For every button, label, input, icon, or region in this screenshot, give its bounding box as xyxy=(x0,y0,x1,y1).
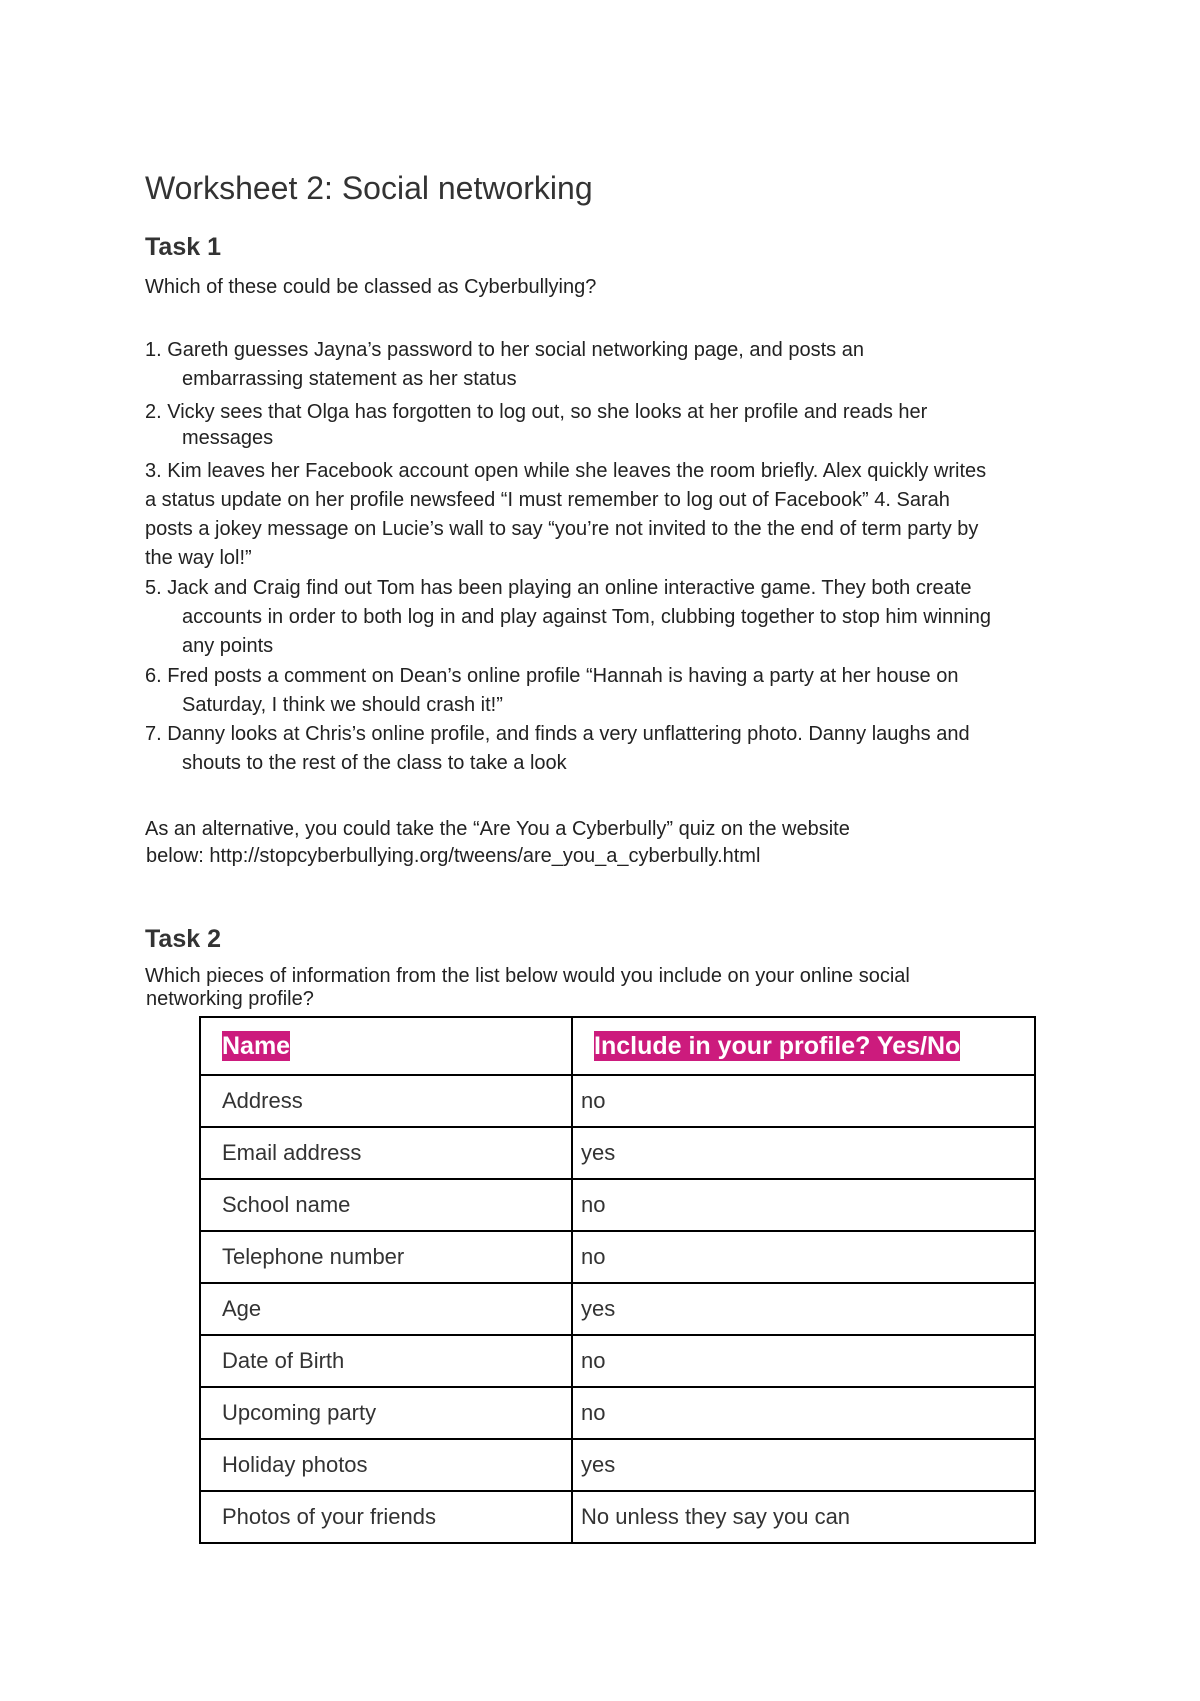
task1-question: Which of these could be classed as Cyberbullying? xyxy=(145,276,597,298)
table-row xyxy=(200,1075,1035,1127)
cell-name: Address xyxy=(200,1075,572,1127)
cell-include: No unless they say you can xyxy=(572,1491,1035,1543)
cell-include: no xyxy=(572,1231,1035,1283)
header-include: Include in your profile? Yes/No xyxy=(572,1017,1035,1075)
cell-name: Date of Birth xyxy=(200,1335,572,1387)
cell-include: no xyxy=(572,1335,1035,1387)
table-row xyxy=(200,1335,1035,1387)
table-header-row xyxy=(200,1017,1035,1075)
list-item: 3. Kim leaves her Facebook account open while she leaves the room briefly. Alex quickly writes a status update on her profile newsfeed “I must remember to log out of Facebook” 4. Sarah posts a jokey message on Lucie’s wall to say “you’re not invited to the the end of term party by the way lol!” xyxy=(145,460,987,569)
quiz-link-text: below: http://stopcyberbullying.org/tweens/are_you_a_cyberbully.html xyxy=(146,845,761,867)
table-row xyxy=(200,1127,1035,1179)
table-row xyxy=(200,1491,1035,1543)
page-title: Worksheet 2: Social networking xyxy=(145,170,593,206)
cell-include: yes xyxy=(572,1127,1035,1179)
cell-name: Holiday photos xyxy=(200,1439,572,1491)
cell-name: School name xyxy=(200,1179,572,1231)
table-row xyxy=(200,1231,1035,1283)
cell-include: no xyxy=(572,1075,1035,1127)
cell-name: Telephone number xyxy=(200,1231,572,1283)
task2-question-cont: networking profile? xyxy=(146,988,314,1010)
cell-include: no xyxy=(572,1387,1035,1439)
cell-include: no xyxy=(572,1179,1035,1231)
profile-info-table xyxy=(199,1016,1036,1544)
cell-name: Age xyxy=(200,1283,572,1335)
cell-name: Upcoming party xyxy=(200,1387,572,1439)
list-item: 2. Vicky sees that Olga has forgotten to log out, so she looks at her profile and reads her messages xyxy=(145,401,928,449)
cell-include: yes xyxy=(572,1283,1035,1335)
cell-include: yes xyxy=(572,1439,1035,1491)
task2-heading: Task 2 xyxy=(145,925,221,953)
list-item: 1. Gareth guesses Jayna’s password to her social networking page, and posts an embarrassing statement as her status xyxy=(145,339,864,390)
list-item: 6. Fred posts a comment on Dean’s online profile “Hannah is having a party at her house on Saturday, I think we should crash it!” xyxy=(145,665,959,716)
task2-question: Which pieces of information from the list below would you include on your online social xyxy=(145,965,910,987)
list-item: 7. Danny looks at Chris’s online profile, and finds a very unflattering photo. Danny laughs and shouts to the rest of the class to take a look xyxy=(145,723,970,774)
list-item: 5. Jack and Craig find out Tom has been playing an online interactive game. They both create accounts in order to both log in and play against Tom, clubbing together to stop him winning any points xyxy=(145,577,992,657)
alternative-text: As an alternative, you could take the “Are You a Cyberbully” quiz on the website xyxy=(145,818,850,840)
table-row xyxy=(200,1179,1035,1231)
table-row xyxy=(200,1387,1035,1439)
header-name: Name xyxy=(200,1017,572,1075)
cell-name: Email address xyxy=(200,1127,572,1179)
table-row xyxy=(200,1439,1035,1491)
task1-heading: Task 1 xyxy=(145,233,221,261)
cell-name: Photos of your friends xyxy=(200,1491,572,1543)
table-row xyxy=(200,1283,1035,1335)
